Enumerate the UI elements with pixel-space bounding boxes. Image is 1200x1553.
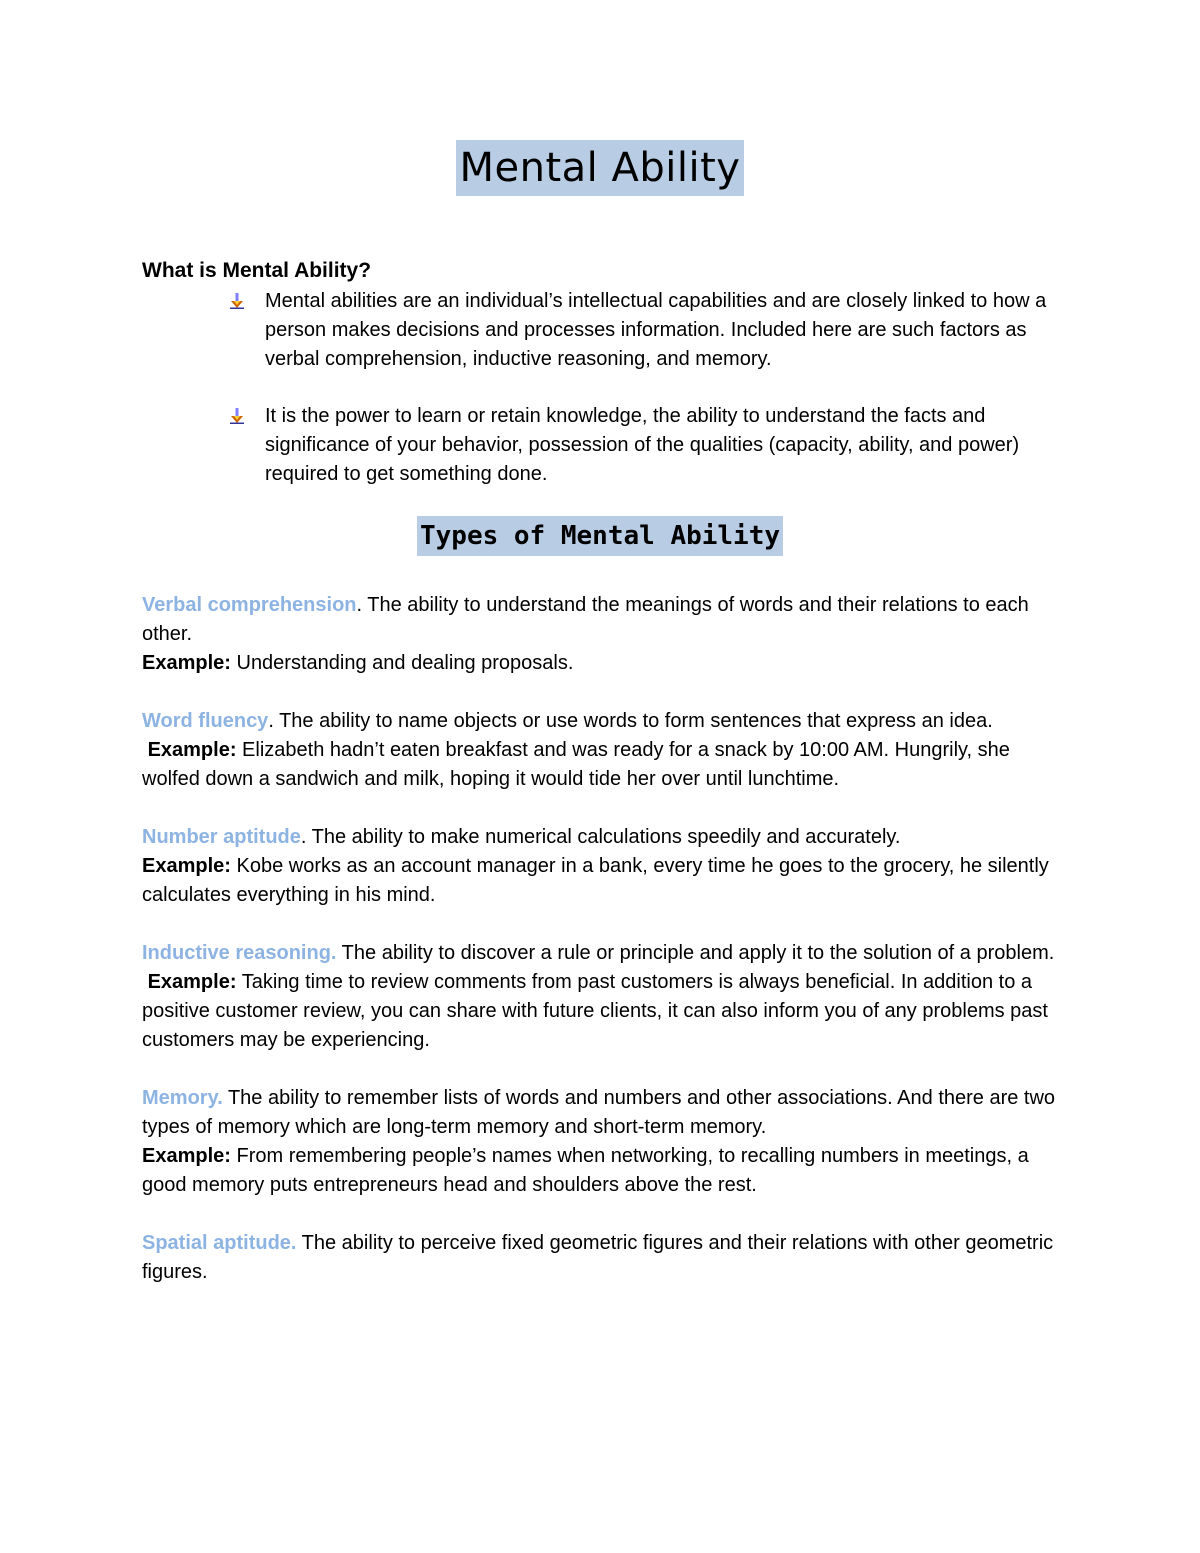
section-heading-types: Types of Mental Ability [417,516,783,556]
title-wrapper [0,140,1200,196]
type-name: Number aptitude [142,826,301,848]
section-heading-what-is: What is Mental Ability? [142,259,372,282]
arrow-down-bullet-icon [228,292,246,310]
type-definition: The ability to discover a rule or principle and apply it to the solution of a problem. [336,942,1055,964]
type-name: Word fluency [142,710,269,732]
example-text: Elizabeth hadn’t eaten breakfast and was ready for a snack by 10:00 AM. Hungrily, she wolfed down a sandwich and milk, hoping it would tide her over until lunchtime. [142,739,1010,790]
types-list [142,591,1062,1316]
example-text: Understanding and dealing proposals. [230,652,574,674]
type-word-fluency [142,707,1062,794]
example-label: Example: [142,652,231,674]
example-label: Example: [147,971,237,993]
type-definition: The ability to remember lists of words and numbers and other associations. And there are two types of memory which are long-term memory and short-term memory. [142,1087,1056,1138]
example-label: Example: [142,855,231,877]
example-label: Example: [142,1145,231,1167]
type-name: Verbal comprehension [142,594,357,616]
type-number-aptitude [142,823,1062,910]
bullet-text: It is the power to learn or retain knowledge, the ability to understand the facts and significance of your behavior, possession of the qualities (capacity, ability, and power) required to get something done. [265,405,1020,485]
example-text: From remembering people’s names when networking, to recalling numbers in meetings, a good memory puts entrepreneurs head and shoulders above the rest. [142,1145,1029,1196]
type-verbal-comprehension [142,591,1062,678]
type-spatial-aptitude [142,1229,1062,1287]
arrow-down-bullet-icon [228,407,246,425]
type-definition: . The ability to name objects or use words to form sentences that express an idea. [268,710,993,732]
subtitle-wrapper [0,516,1200,556]
example-text: Taking time to review comments from past customers is always beneficial. In addition to a positive customer review, you can share with future clients, it can also inform you of any problems past customers may be experiencing. [142,971,1048,1051]
type-definition: The ability to perceive fixed geometric figures and their relations with other geometric figures. [142,1232,1054,1283]
type-name: Spatial aptitude. [142,1232,297,1254]
type-definition: . The ability to understand the meanings of words and their relations to each other. [142,594,1029,645]
type-memory [142,1084,1062,1200]
type-definition: . The ability to make numerical calculations speedily and accurately. [300,826,901,848]
definition-bullet-list [228,287,1068,517]
bullet-text: Mental abilities are an individual’s intellectual capabilities and are closely linked to how a person makes decisions and processes information. Included here are such factors as verbal comprehension, inductive reasoning, and memory. [265,290,1047,370]
example-label: Example: [147,739,237,761]
type-name: Memory. [142,1087,223,1109]
type-inductive-reasoning [142,939,1062,1055]
definition-bullet [228,402,1068,489]
example-text: Kobe works as an account manager in a bank, every time he goes to the grocery, he silently calculates everything in his mind. [142,855,1049,906]
definition-bullet [228,287,1068,374]
page-title: Mental Ability [456,140,745,196]
type-name: Inductive reasoning. [142,942,337,964]
